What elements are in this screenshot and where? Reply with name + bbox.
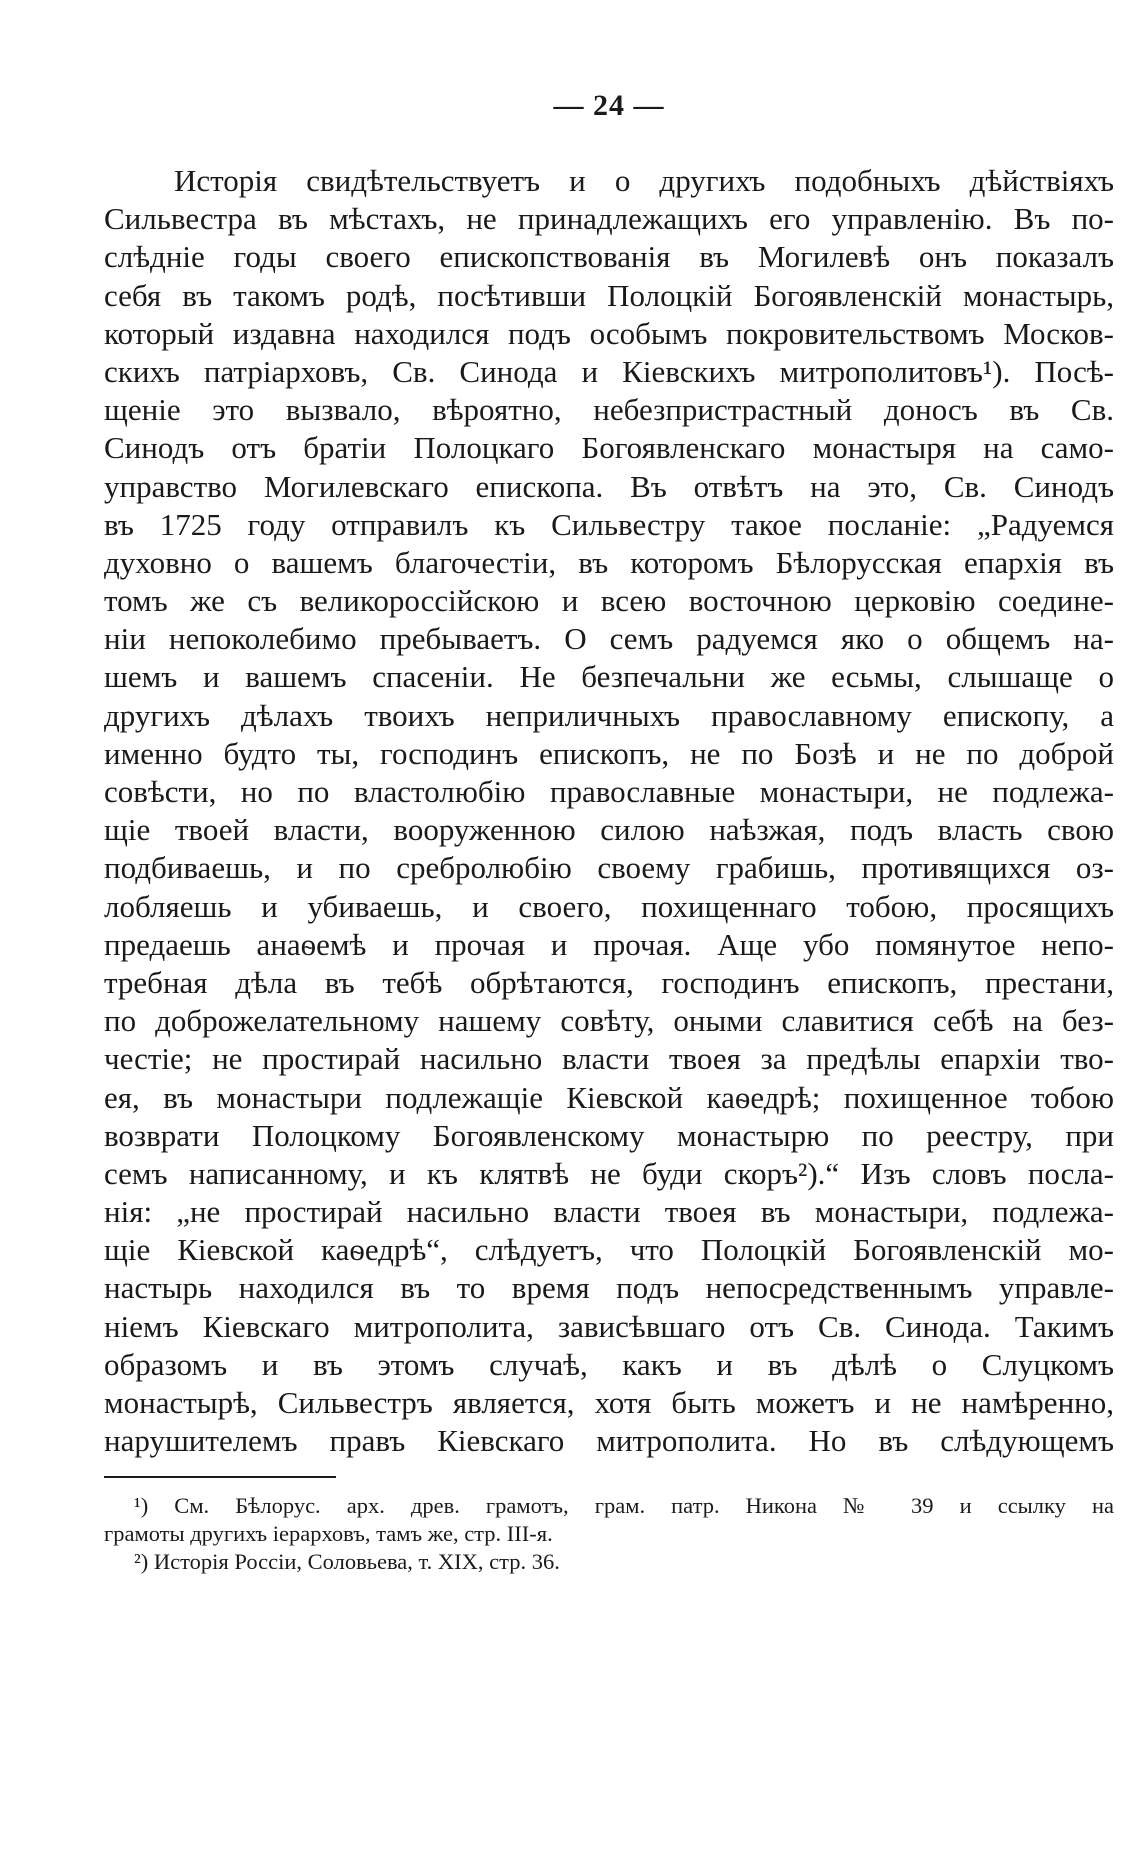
body-line: Исторія свидѣтельствуетъ и о другихъ подобныхъ дѣйствіяхъ — [174, 163, 1114, 198]
body-line: себя въ такомъ родѣ, посѣтивши Полоцкій Богоявленскій монастырь, — [104, 277, 1114, 313]
body-text — [104, 162, 1114, 1460]
footnote-2: ²) Исторія Россіи, Соловьева, т. XIX, стр. 36. — [134, 1549, 560, 1575]
body-line: управство Могилевскаго епископа. Въ отвѣтъ на это, Св. Синодъ — [104, 468, 1114, 504]
body-line: лобляешь и убиваешь, и своего, похищеннаго тобою, просящихъ — [104, 888, 1114, 924]
body-line: по доброжелательному нашему совѣту, оными славитися себѣ на без- — [104, 1003, 1114, 1039]
body-line: именно будто ты, господинъ епископъ, не по Бозѣ и не по доброй — [104, 735, 1114, 771]
body-line: честіе; не простирай насильно власти твоея за предѣлы епархіи тво- — [104, 1041, 1114, 1077]
footnote-1-continuation: грамоты другихъ іерарховъ, тамъ же, стр. III-я. — [104, 1521, 553, 1547]
page-number: — 24 — — [553, 89, 665, 122]
body-line: щеніе это вызвало, вѣроятно, небезпристрастный доносъ въ Св. — [104, 392, 1114, 428]
body-line: другихъ дѣлахъ твоихъ неприличныхъ православному епископу, а — [104, 697, 1114, 733]
body-line: ніемъ Кіевскаго митрополита, зависѣвшаго отъ Св. Синода. Такимъ — [104, 1308, 1114, 1344]
body-line: требная дѣла въ тебѣ обрѣтаются, господинъ епископъ, престани, — [104, 964, 1114, 1000]
body-line: томъ же съ великороссійскою и всею восточною церковію соедине- — [104, 583, 1114, 619]
body-line: духовно о вашемъ благочестіи, въ которомъ Бѣлорусская епархія въ — [104, 544, 1114, 580]
body-line: настырь находился въ то время подъ непосредственнымъ управле- — [104, 1270, 1114, 1306]
body-line: подбиваешь, и по сребролюбію своему грабишь, противящихся оз- — [104, 850, 1114, 886]
footnote-divider — [104, 1476, 336, 1478]
body-line: шемъ и вашемъ спасеніи. Не безпечальни же есьмы, слышаще о — [104, 659, 1114, 695]
body-line: предаешь анаѳемѣ и прочая и прочая. Аще убо помянутое непо- — [104, 926, 1114, 962]
body-line: скихъ патріарховъ, Св. Синода и Кіевскихъ митрополитовъ¹). Посѣ- — [104, 353, 1114, 389]
document-page — [104, 86, 1114, 1576]
footnote-1: ¹) См. Бѣлорус. арх. древ. грамотъ, грам. патр. Никона № 39 и ссылку на — [134, 1493, 1114, 1519]
body-line: щіе Кіевской каѳедрѣ“, слѣдуетъ, что Полоцкій Богоявленскій мо- — [104, 1232, 1114, 1268]
body-line: нія: „не простирай насильно власти твоея въ монастыри, подлежа- — [104, 1194, 1114, 1230]
body-line: совѣсти, но по властолюбію православные монастыри, не подлежа- — [104, 774, 1114, 809]
body-line: монастырѣ, Сильвестръ является, хотя быть можетъ и не намѣренно, — [104, 1385, 1114, 1420]
body-line: ея, въ монастыри подлежащіе Кіевской каѳедрѣ; похищенное тобою — [104, 1079, 1114, 1115]
body-line: въ 1725 году отправилъ къ Сильвестру такое посланіе: „Радуемся — [104, 506, 1114, 542]
body-line: Синодъ отъ братіи Полоцкаго Богоявленскаго монастыря на само- — [104, 430, 1114, 466]
body-line: Сильвестра въ мѣстахъ, не принадлежащихъ его управленію. Въ по- — [104, 201, 1114, 237]
body-line: семъ написанному, и къ клятвѣ не буди скоръ²).“ Изъ словъ посла- — [104, 1155, 1114, 1191]
body-line: возврати Полоцкому Богоявленскому монастырю по реестру, при — [104, 1117, 1114, 1153]
body-line: слѣдніе годы своего епископствованія въ Могилевѣ онъ показалъ — [104, 239, 1114, 275]
body-line: образомъ и въ этомъ случаѣ, какъ и въ дѣлѣ о Слуцкомъ — [104, 1346, 1114, 1382]
body-line: нарушителемъ правъ Кіевскаго митрополита. Но въ слѣдующемъ — [104, 1423, 1114, 1459]
footnotes — [104, 1492, 1114, 1576]
body-line: ніи непоколебимо пребываетъ. О семъ радуемся яко о общемъ на- — [104, 621, 1114, 657]
body-line: который издавна находился подъ особымъ покровительствомъ Москов- — [104, 315, 1114, 351]
body-line: щіе твоей власти, вооруженною силою наѣзжая, подъ власть свою — [104, 812, 1114, 848]
